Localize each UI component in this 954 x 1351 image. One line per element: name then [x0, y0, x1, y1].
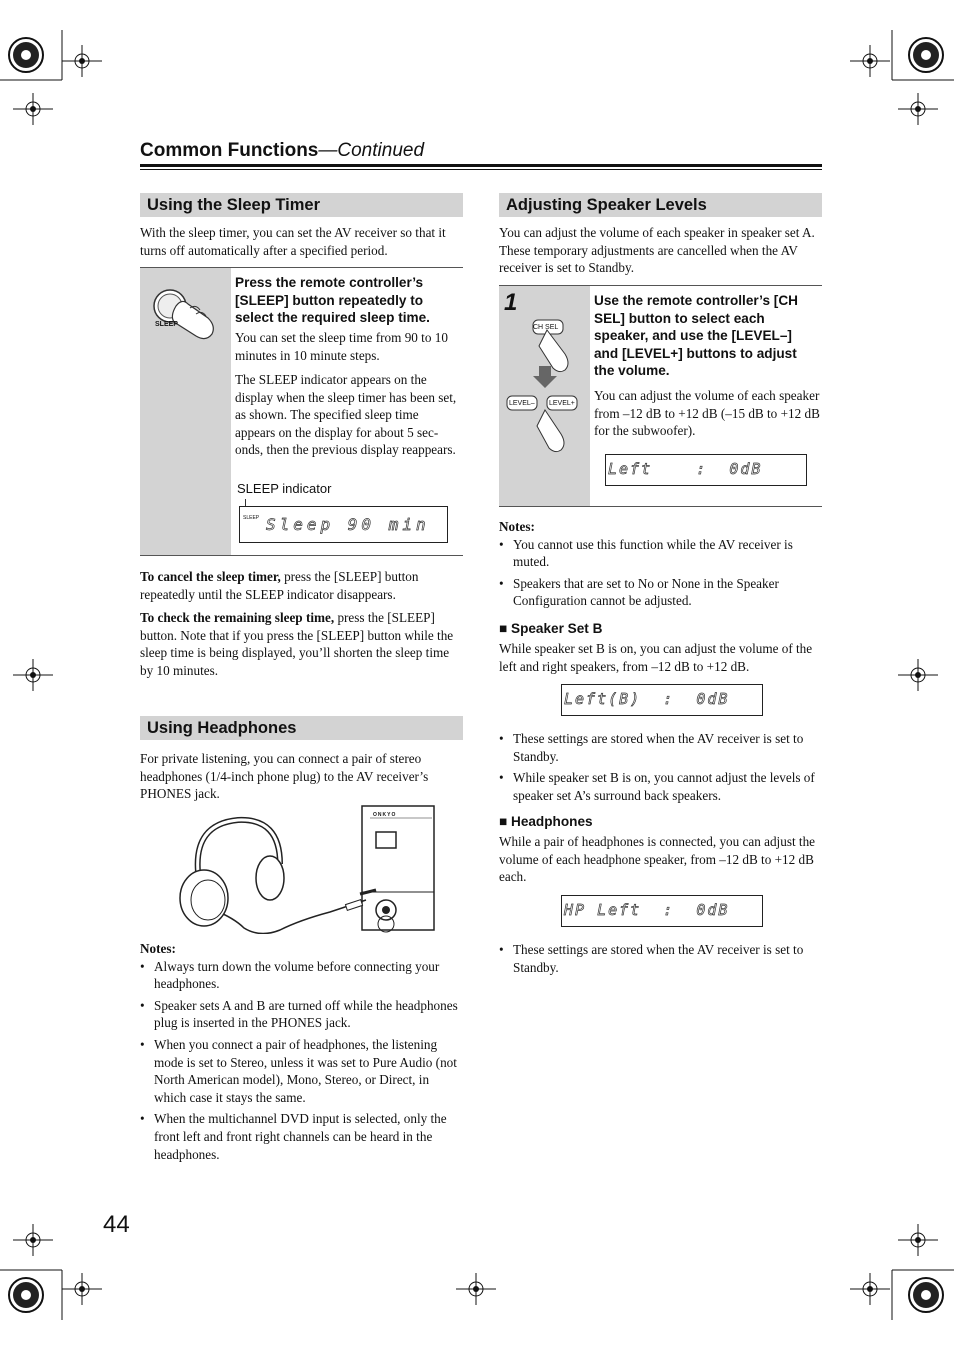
list-item: • When you connect a pair of headphones, the listening mode is set to Stereo, unless it was set to Pure Audio (not North American model), Mono, Stereo, or Direct, in which case it stays the same. [140, 1036, 463, 1106]
speaker-notes [499, 518, 822, 614]
sleep-check-para [140, 609, 463, 679]
speaker-levels-intro: You can adjust the volume of each speaker in speaker set A. These temporary adjustments are cancelled when the AV receiver is set to Standby. [499, 225, 815, 276]
speaker-levels-title: Adjusting Speaker Levels [506, 196, 707, 214]
ch-sel-button: CH SEL [533, 324, 559, 331]
speaker-set-b-notes [499, 730, 822, 808]
receiver-brand-logo: ONKYO [373, 812, 397, 818]
speaker-set-b-text: While speaker set B is on, you can adjust the volume of the left and right speakers, from –12 dB to +12 dB. [499, 641, 813, 674]
sleep-indicator-label: SLEEP indicator [237, 481, 332, 496]
list-item: • While speaker set B is on, you cannot adjust the levels of speaker set A’s surround back speakers. [499, 769, 822, 804]
header-rule [140, 164, 822, 167]
headphones-lcd-text: HP Left : 0dB [564, 901, 730, 919]
remote-buttons-icon [503, 316, 591, 456]
square-bullet-icon: ■ [499, 814, 508, 829]
speaker-set-b-heading [499, 621, 602, 636]
headphones-level-notes-list [499, 941, 822, 976]
sleep-lcd-display [239, 506, 448, 543]
sleep-lcd-indicator: SLEEP [243, 515, 260, 521]
sleep-timer-title: Using the Sleep Timer [147, 196, 320, 214]
list-item: • Speaker sets A and B are turned off while the headphones plug is inserted in the PHONES jack. [140, 997, 463, 1032]
sleep-step-instruction: Press the remote controller’s [SLEEP] button repeatedly to select the required sleep time. [235, 275, 430, 326]
speaker-lcd-text: Left : 0dB [608, 460, 763, 478]
speaker-set-b-notes-list [499, 730, 822, 804]
headphones-notes-list [140, 958, 463, 1164]
speaker-step-text: You can adjust the volume of each speaker from –12 dB to +12 dB (–15 dB to +12 dB for the subwoofer). [594, 388, 820, 439]
sleep-step-text-2: The SLEEP indicator appears on the display when the sleep timer has been set, as shown. The specified sleep time appears on the display for about 5 seconds, then the previous display reappears. [235, 372, 457, 458]
headphones-heading-bar [140, 716, 463, 740]
headphones-level-text: While a pair of headphones is connected, you can adjust the volume of each headphone speaker, from –12 dB to +12 dB each. [499, 834, 816, 885]
page-header [140, 140, 424, 162]
sleep-step-box [140, 267, 463, 556]
square-bullet-icon: ■ [499, 621, 508, 636]
header-title: Common Functions [140, 140, 319, 161]
headphones-level-notes [499, 941, 822, 980]
speaker-levels-heading-bar [499, 193, 822, 217]
sleep-check-text: press the [SLEEP] button. Note that if you press the [SLEEP] button while the sleep time is being displayed, you’ll shorten the sleep time by 10 minutes. [140, 610, 454, 678]
headphones-notes-title: Notes: [140, 941, 176, 956]
page-number: 44 [103, 1211, 130, 1238]
speaker-lcd-display [605, 454, 807, 486]
speaker-set-b-title: Speaker Set B [511, 621, 603, 636]
sleep-step-text-1: You can set the sleep time from 90 to 10 minutes in 10 minute steps. [235, 330, 448, 363]
list-item: • When the multichannel DVD input is selected, only the front left and front right channels can be heard in the headphones. [140, 1110, 463, 1163]
headphones-lcd [561, 895, 763, 927]
sleep-check-bold: To check the remaining sleep time, [140, 610, 335, 625]
list-item: • You cannot use this function while the AV receiver is muted. [499, 536, 822, 571]
sleep-cancel-para [140, 568, 463, 603]
speaker-set-b-lcd [561, 684, 763, 716]
speaker-set-b-lcd-text: Left(B) : 0dB [564, 690, 730, 708]
step-number: 1 [504, 289, 518, 316]
headphones-notes [140, 940, 463, 1167]
headphones-intro: For private listening, you can connect a pair of stereo headphones (1/4-inch phone plug) to the AV receiver’s PHONES jack. [140, 751, 429, 802]
sleep-button-hand-icon [150, 284, 230, 344]
sleep-timer-intro: With the sleep timer, you can set the AV receiver so that it turns off automatically after a specified period. [140, 225, 446, 258]
header-rule-thin [140, 169, 822, 170]
speaker-step-instruction: Use the remote controller’s [CH SEL] button to select each speaker, and use the [LEVEL–] and [LEVEL+] buttons to adjust the volume. [594, 293, 798, 379]
headphones-title: Using Headphones [147, 719, 297, 737]
level-minus-button: LEVEL– [509, 400, 535, 407]
list-item: • These settings are stored when the AV receiver is set to Standby. [499, 730, 822, 765]
speaker-notes-list [499, 536, 822, 610]
headphones-illustration [170, 804, 440, 934]
headphones-level-title: Headphones [511, 814, 593, 829]
sleep-lcd-text: Sleep 90 min [266, 515, 430, 534]
list-item: • These settings are stored when the AV receiver is set to Standby. [499, 941, 822, 976]
sleep-cancel-text: press the [SLEEP] button repeatedly until the SLEEP indicator disappears. [140, 569, 419, 602]
headphones-level-heading [499, 814, 593, 829]
level-plus-button: LEVEL+ [549, 400, 575, 407]
header-title-suffix: —Continued [318, 140, 425, 161]
speaker-step-box [499, 285, 822, 507]
sleep-cancel-bold: To cancel the sleep timer, [140, 569, 281, 584]
list-item: • Always turn down the volume before connecting your headphones. [140, 958, 463, 993]
speaker-notes-title: Notes: [499, 519, 535, 534]
sleep-timer-heading-bar [140, 193, 463, 217]
sleep-button-label: SLEEP [155, 321, 178, 328]
list-item: • Speakers that are set to No or None in the Speaker Configuration cannot be adjusted. [499, 575, 822, 610]
